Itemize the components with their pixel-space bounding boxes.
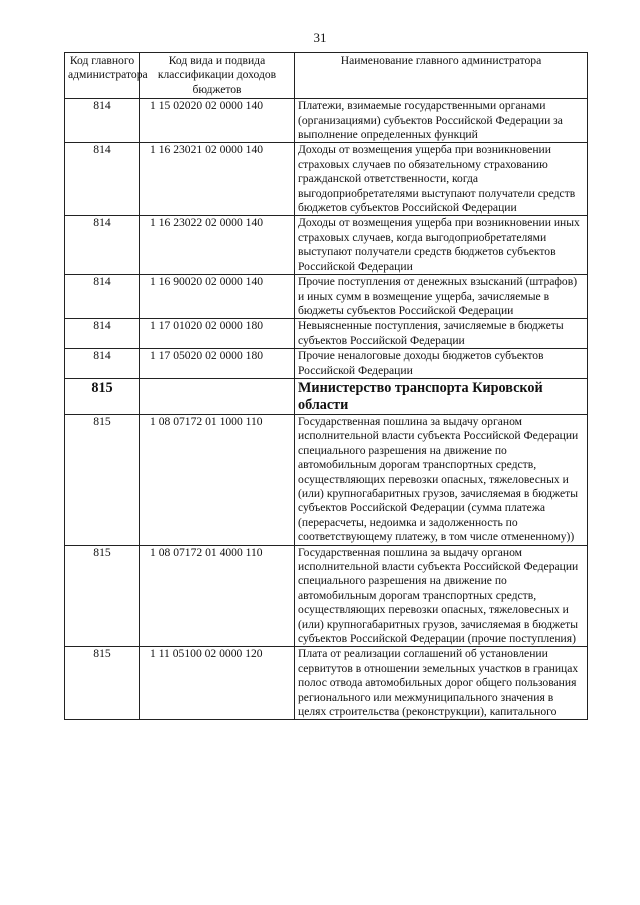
table-row — [65, 99, 588, 143]
revenue-code-cell: 1 17 01020 02 0000 180 — [140, 319, 295, 349]
admin-name-cell: Платежи, взимаемые государственными органами (организациями) субъектов Российской Федерации за выполнение определенных функций — [295, 99, 588, 143]
revenue-code-cell: 1 08 07172 01 4000 110 — [140, 545, 295, 647]
admin-code-cell: 815 — [65, 414, 140, 545]
table-row — [65, 349, 588, 379]
admin-code-cell: 814 — [65, 99, 140, 143]
admin-name-cell: Плата от реализации соглашений об установлении сервитутов в отношении земельных участков в границах полос отвода автомобильных дорог общего пользования регионального или межмуниципального значения в целях строительства (реконструкции), капитального — [295, 647, 588, 720]
table-row — [65, 414, 588, 545]
table-row — [65, 275, 588, 319]
table-body — [65, 99, 588, 720]
admin-code-cell: 815 — [65, 545, 140, 647]
revenue-code-cell: 1 15 02020 02 0000 140 — [140, 99, 295, 143]
header-admin-code: Код главного администратора — [65, 53, 140, 99]
admin-name-cell: Доходы от возмещения ущерба при возникновении иных страховых случаев, когда выгодоприобретателями выступают получатели средств бюджетов субъектов Российской Федерации — [295, 216, 588, 275]
revenue-code-cell: 1 17 05020 02 0000 180 — [140, 349, 295, 379]
admin-name-cell: Прочие поступления от денежных взысканий (штрафов) и иных сумм в возмещение ущерба, зачисляемые в бюджеты субъектов Российской Федерации — [295, 275, 588, 319]
admin-code-cell: 814 — [65, 275, 140, 319]
table-row — [65, 647, 588, 720]
header-admin-name: Наименование главного администратора — [295, 53, 588, 99]
admin-name-cell: Государственная пошлина за выдачу органом исполнительной власти субъекта Российской Федерации специального разрешения на движение по автомобильным дорогам транспортных средств, осуществляющих перевозки опасных, тяжеловесных и (или) крупногабаритных грузов, зачисляемая в бюджеты субъектов Российской Федерации (сумма платежа (перерасчеты, недоимка и задолженность по соответствующему платежу, в том числе отмененному)) — [295, 414, 588, 545]
admin-name-cell: Министерство транспорта Кировской области — [295, 378, 588, 414]
admin-code-cell: 814 — [65, 143, 140, 216]
admin-name-cell: Доходы от возмещения ущерба при возникновении страховых случаев по обязательному страхованию гражданской ответственности, когда выгодоприобретателями выступают получатели средств бюджетов субъектов Российской Федерации — [295, 143, 588, 216]
revenue-administrators-table — [64, 52, 588, 720]
admin-code-cell: 815 — [65, 647, 140, 720]
ministry-header-row — [65, 378, 588, 414]
revenue-code-cell: 1 16 23021 02 0000 140 — [140, 143, 295, 216]
page-number: 31 — [313, 30, 327, 45]
revenue-code-cell: 1 16 90020 02 0000 140 — [140, 275, 295, 319]
admin-code-cell: 814 — [65, 216, 140, 275]
table-header-row — [65, 53, 588, 99]
table-row — [65, 143, 588, 216]
table-row — [65, 319, 588, 349]
revenue-code-cell — [140, 378, 295, 414]
header-revenue-code: Код вида и подвида классификации доходов бюджетов — [140, 53, 295, 99]
table-row — [65, 216, 588, 275]
admin-code-cell: 814 — [65, 349, 140, 379]
admin-code-cell: 815 — [65, 378, 140, 414]
revenue-code-cell: 1 11 05100 02 0000 120 — [140, 647, 295, 720]
revenue-code-cell: 1 16 23022 02 0000 140 — [140, 216, 295, 275]
revenue-code-cell: 1 08 07172 01 1000 110 — [140, 414, 295, 545]
admin-name-cell: Невыясненные поступления, зачисляемые в бюджеты субъектов Российской Федерации — [295, 319, 588, 349]
admin-name-cell: Прочие неналоговые доходы бюджетов субъектов Российской Федерации — [295, 349, 588, 379]
admin-name-cell: Государственная пошлина за выдачу органом исполнительной власти субъекта Российской Федерации специального разрешения на движение по автомобильным дорогам транспортных средств, осуществляющих перевозки опасных, тяжеловесных и (или) крупногабаритных грузов, зачисляемая в бюджеты субъектов Российской Федерации (прочие поступления) — [295, 545, 588, 647]
table-row — [65, 545, 588, 647]
admin-code-cell: 814 — [65, 319, 140, 349]
